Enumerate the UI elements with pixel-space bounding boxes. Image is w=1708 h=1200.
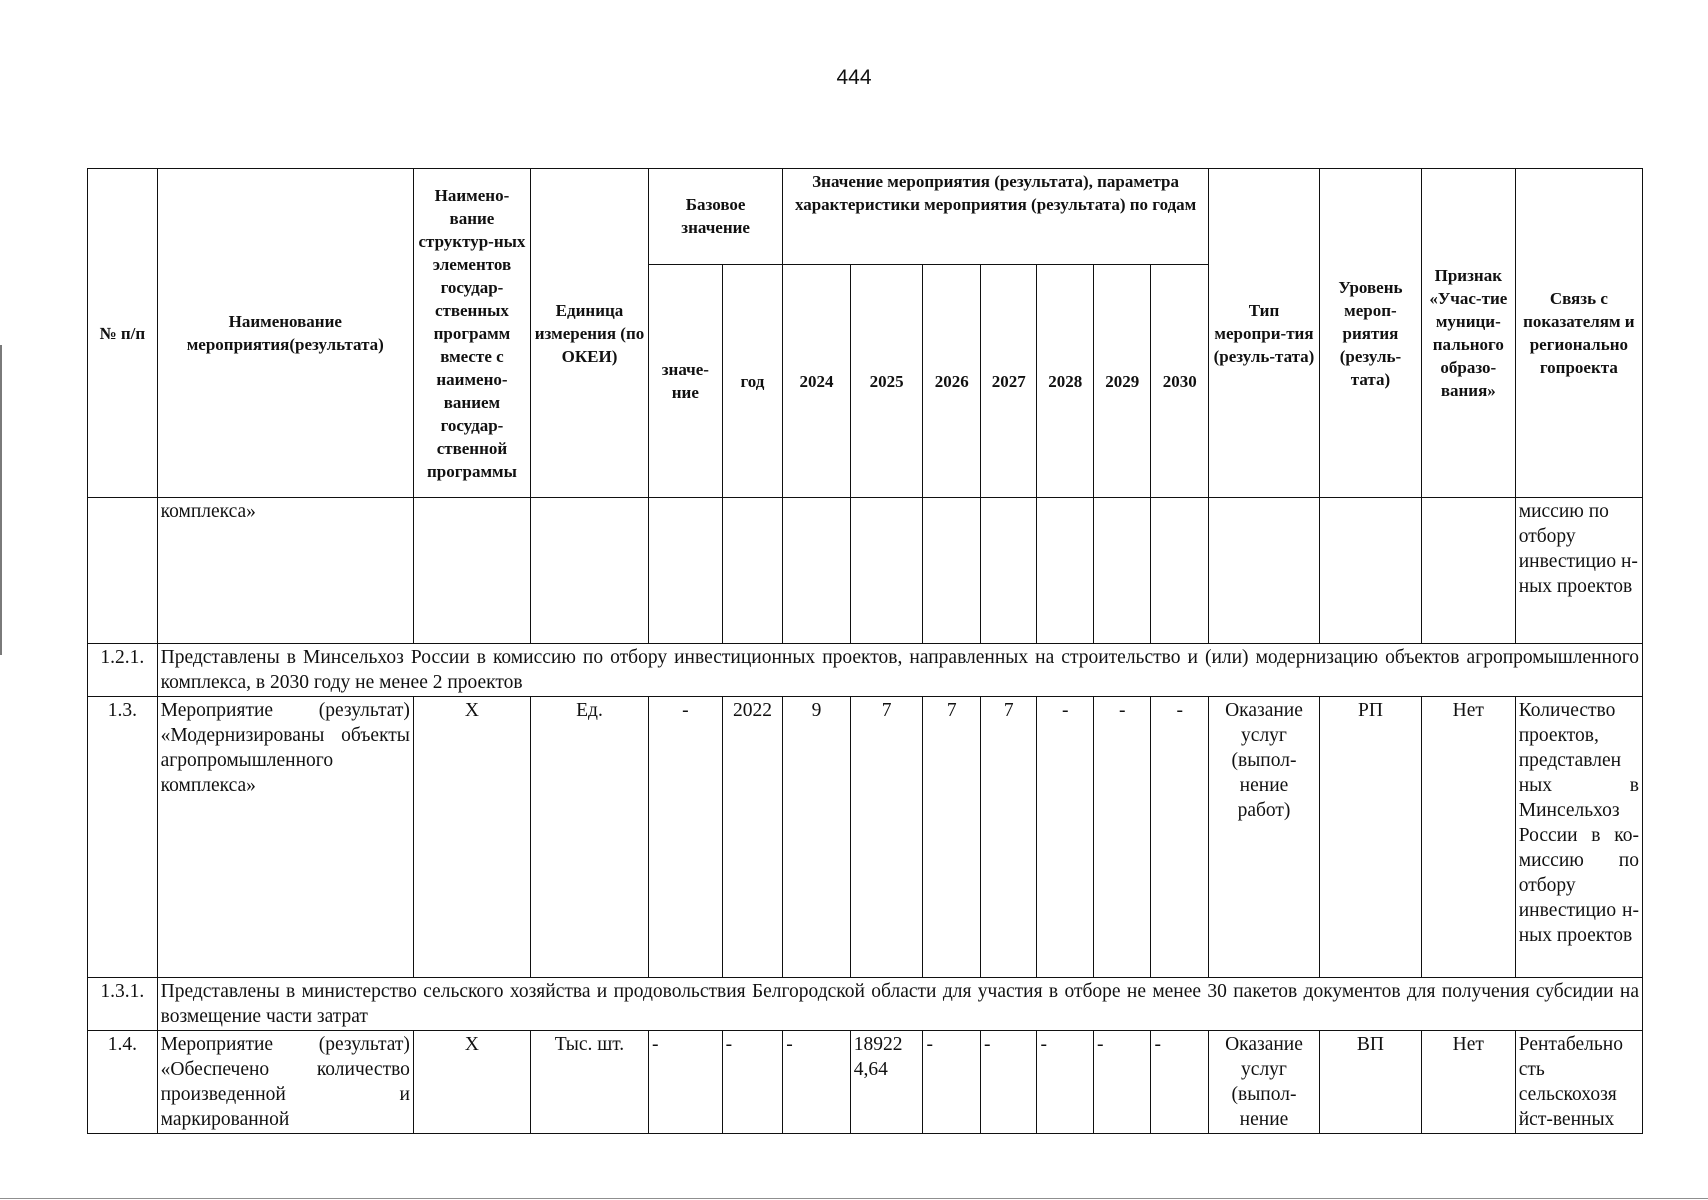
cell-year-2029: - [1093, 697, 1151, 978]
header-link: Связь с показателям и регионально гопроекта [1515, 169, 1642, 498]
cell-year-2028: - [1037, 697, 1094, 978]
cell-empty [1421, 498, 1515, 644]
cell-level: РП [1319, 697, 1421, 978]
cell-empty [530, 498, 648, 644]
cell-year-2025: 7 [850, 697, 923, 978]
table-row-1-2-1 [88, 644, 1643, 697]
header-num: № п/п [88, 169, 158, 498]
cell-type: Оказание услуг (выпол-нение [1209, 1031, 1320, 1134]
cell-empty [923, 498, 981, 644]
cell-link: Количество проектов, представлен ных в Минсельхоз России в ко-миссию по отбору инвестицио н-ных проектов [1515, 697, 1642, 978]
header-year-2027: 2027 [980, 265, 1037, 498]
cell-base-value: - [649, 1031, 723, 1134]
cell-unit: Тыс. шт. [530, 1031, 648, 1134]
cell-name: Мероприятие (результат) «Модернизированы объекты агропромышленного комплекса» [157, 697, 413, 978]
header-type: Тип меропри-тия (резуль-тата) [1209, 169, 1320, 498]
cell-level: ВП [1319, 1031, 1421, 1134]
header-base: Базовое значение [649, 169, 783, 265]
cell-base-year: 2022 [722, 697, 783, 978]
cell-span-text: Представлены в Минсельхоз России в комиссию по отбору инвестиционных проектов, направленных на строительство и (или) модернизацию объектов агропромышленного комплекса, в 2030 году не менее 2 проектов [157, 644, 1642, 697]
cell-num: 1.2.1. [88, 644, 158, 697]
header-base-year: год [722, 265, 783, 498]
cell-year-2030: - [1151, 697, 1209, 978]
cell-year-2027: 7 [980, 697, 1037, 978]
cell-empty [649, 498, 723, 644]
table-row-1-4 [88, 1031, 1643, 1134]
header-year-2030: 2030 [1151, 265, 1209, 498]
header-values-by-year: Значение мероприятия (результата), параметра характеристики мероприятия (результата) по годам [783, 169, 1209, 265]
cell-name: комплекса» [157, 498, 413, 644]
cell-empty [1319, 498, 1421, 644]
cell-empty [1093, 498, 1151, 644]
header-level: Уровень мероп-риятия (резуль-тата) [1319, 169, 1421, 498]
cell-empty [783, 498, 851, 644]
header-municipal: Признак «Учас-тие муници-пального образо-вания» [1421, 169, 1515, 498]
cell-span-text: Представлены в министерство сельского хозяйства и продовольствия Белгородской области для участия в отборе не менее 30 пакетов документов для получения субсидии на возмещение части затрат [157, 978, 1642, 1031]
header-name: Наименование мероприятия(результата) [157, 169, 413, 498]
cell-link: Рентабельно сть сельскохозя йст-венных [1515, 1031, 1642, 1134]
table-row-continuation [88, 498, 1643, 644]
cell-municipal: Нет [1421, 697, 1515, 978]
cell-num: 1.3. [88, 697, 158, 978]
header-year-2025: 2025 [850, 265, 923, 498]
cell-year-2024: - [783, 1031, 851, 1134]
cell-year-2030: - [1151, 1031, 1209, 1134]
cell-name: Мероприятие (результат) «Обеспечено количество произведенной и маркированной [157, 1031, 413, 1134]
header-year-2024: 2024 [783, 265, 851, 498]
results-table [87, 168, 1643, 1134]
header-unit: Единица измерения (по ОКЕИ) [530, 169, 648, 498]
scan-artifact-line [0, 1198, 1708, 1199]
table-row-1-3-1 [88, 978, 1643, 1031]
cell-year-2026: - [923, 1031, 981, 1134]
cell-type: Оказание услуг (выпол-нение работ) [1209, 697, 1320, 978]
cell-empty [1209, 498, 1320, 644]
cell-base-year: - [722, 1031, 783, 1134]
cell-empty [980, 498, 1037, 644]
cell-year-2026: 7 [923, 697, 981, 978]
cell-year-2028: - [1037, 1031, 1094, 1134]
cell-year-2029: - [1093, 1031, 1151, 1134]
cell-year-2024: 9 [783, 697, 851, 978]
cell-year-2025: 18922 4,64 [850, 1031, 923, 1134]
cell-municipal: Нет [1421, 1031, 1515, 1134]
cell-empty [722, 498, 783, 644]
cell-structural: Х [413, 697, 530, 978]
header-year-2029: 2029 [1093, 265, 1151, 498]
page-number: 444 [836, 66, 872, 89]
cell-link: миссию по отбору инвестицио н-ных проектов [1515, 498, 1642, 644]
cell-empty [413, 498, 530, 644]
cell-empty [1037, 498, 1094, 644]
cell-structural: Х [413, 1031, 530, 1134]
cell-empty [88, 498, 158, 644]
cell-empty [850, 498, 923, 644]
cell-year-2027: - [980, 1031, 1037, 1134]
cell-base-value: - [649, 697, 723, 978]
cell-num: 1.3.1. [88, 978, 158, 1031]
header-base-value: значе-ние [649, 265, 723, 498]
scan-artifact-edge [0, 345, 2, 655]
header-structural: Наимено-вание структур-ных элементов государ-ственных программ вместе с наимено-ванием государ-ственной программы [413, 169, 530, 498]
cell-num: 1.4. [88, 1031, 158, 1134]
cell-unit: Ед. [530, 697, 648, 978]
cell-empty [1151, 498, 1209, 644]
header-year-2026: 2026 [923, 265, 981, 498]
header-year-2028: 2028 [1037, 265, 1094, 498]
table-row-1-3 [88, 697, 1643, 978]
